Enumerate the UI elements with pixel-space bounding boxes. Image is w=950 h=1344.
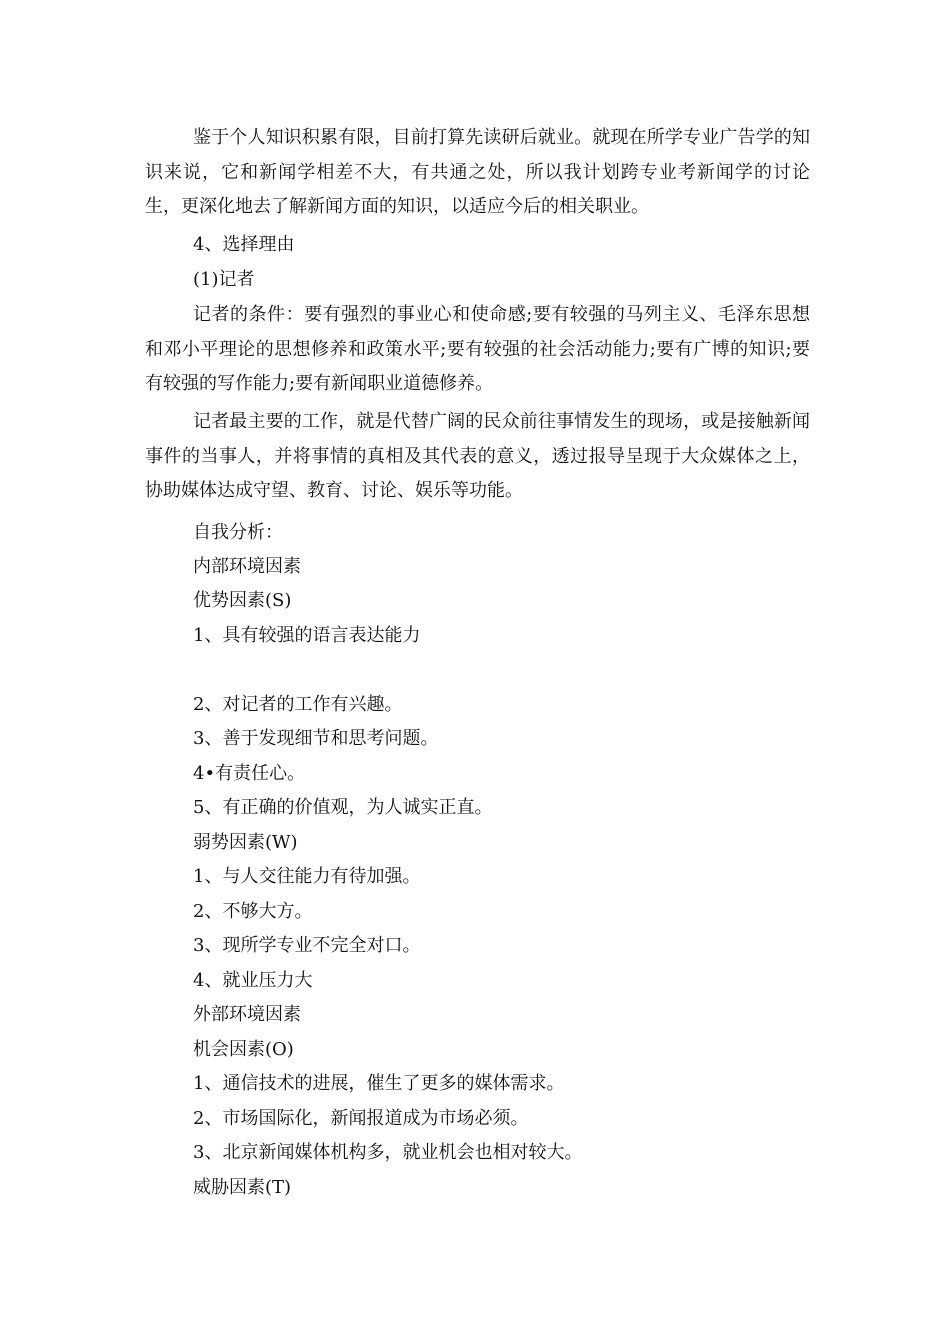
heading-threats: 威胁因素(T) [193, 1177, 292, 1198]
paragraph-postgraduate-plan: 鉴于个人知识积累有限，目前打算先读研后就业。就现在所学专业广告学的知识来说，它和新闻学相差不大，有共通之处，所以我计划跨专业考新闻学的讨论生，更深化地去了解新闻方面的知识，以适应今后的相关职业。 [145, 127, 810, 217]
list-item: 3、善于发现细节和思考问题。 [193, 728, 439, 749]
list-item: 1、具有较强的语言表达能力 [193, 625, 421, 646]
list-item: 5、有正确的价值观，为人诚实正直。 [193, 797, 493, 818]
list-item: 4•有责任心。 [193, 763, 306, 784]
heading-weaknesses: 弱势因素(W) [193, 832, 298, 853]
list-item: 3、北京新闻媒体机构多，就业机会也相对较大。 [193, 1142, 583, 1163]
list-item: 3、现所学专业不完全对口。 [193, 935, 421, 956]
heading-external-factors: 外部环境因素 [193, 1004, 301, 1025]
list-item: 2、市场国际化，新闻报道成为市场必须。 [193, 1108, 529, 1129]
list-item: 2、不够大方。 [193, 901, 313, 922]
heading-strengths: 优势因素(S) [193, 590, 292, 611]
heading-self-analysis: 自我分析： [193, 522, 283, 543]
heading-reasons: 4、选择理由 [193, 234, 295, 255]
list-item: 4、就业压力大 [193, 970, 313, 991]
paragraph-reporter-requirements: 记者的条件：要有强烈的事业心和使命感;要有较强的马列主义、毛泽东思想和邓小平理论的思想修养和政策水平;要有较强的社会活动能力;要有广博的知识;要有较强的写作能力;要有新闻职业道德修养。 [145, 304, 810, 394]
heading-opportunities: 机会因素(O) [193, 1039, 294, 1060]
heading-internal-factors: 内部环境因素 [193, 556, 301, 577]
list-item: 1、通信技术的进展，催生了更多的媒体需求。 [193, 1073, 565, 1094]
list-item: 2、对记者的工作有兴趣。 [193, 694, 403, 715]
paragraph-reporter-work: 记者最主要的工作，就是代替广阔的民众前往事情发生的现场，或是接触新闻事件的当事人，并将事情的真相及其代表的意义，透过报导呈现于大众媒体之上，协助媒体达成守望、教育、讨论、娱乐等功能。 [145, 411, 810, 501]
heading-reporter: (1)记者 [193, 269, 255, 290]
list-item: 1、与人交往能力有待加强。 [193, 866, 421, 887]
